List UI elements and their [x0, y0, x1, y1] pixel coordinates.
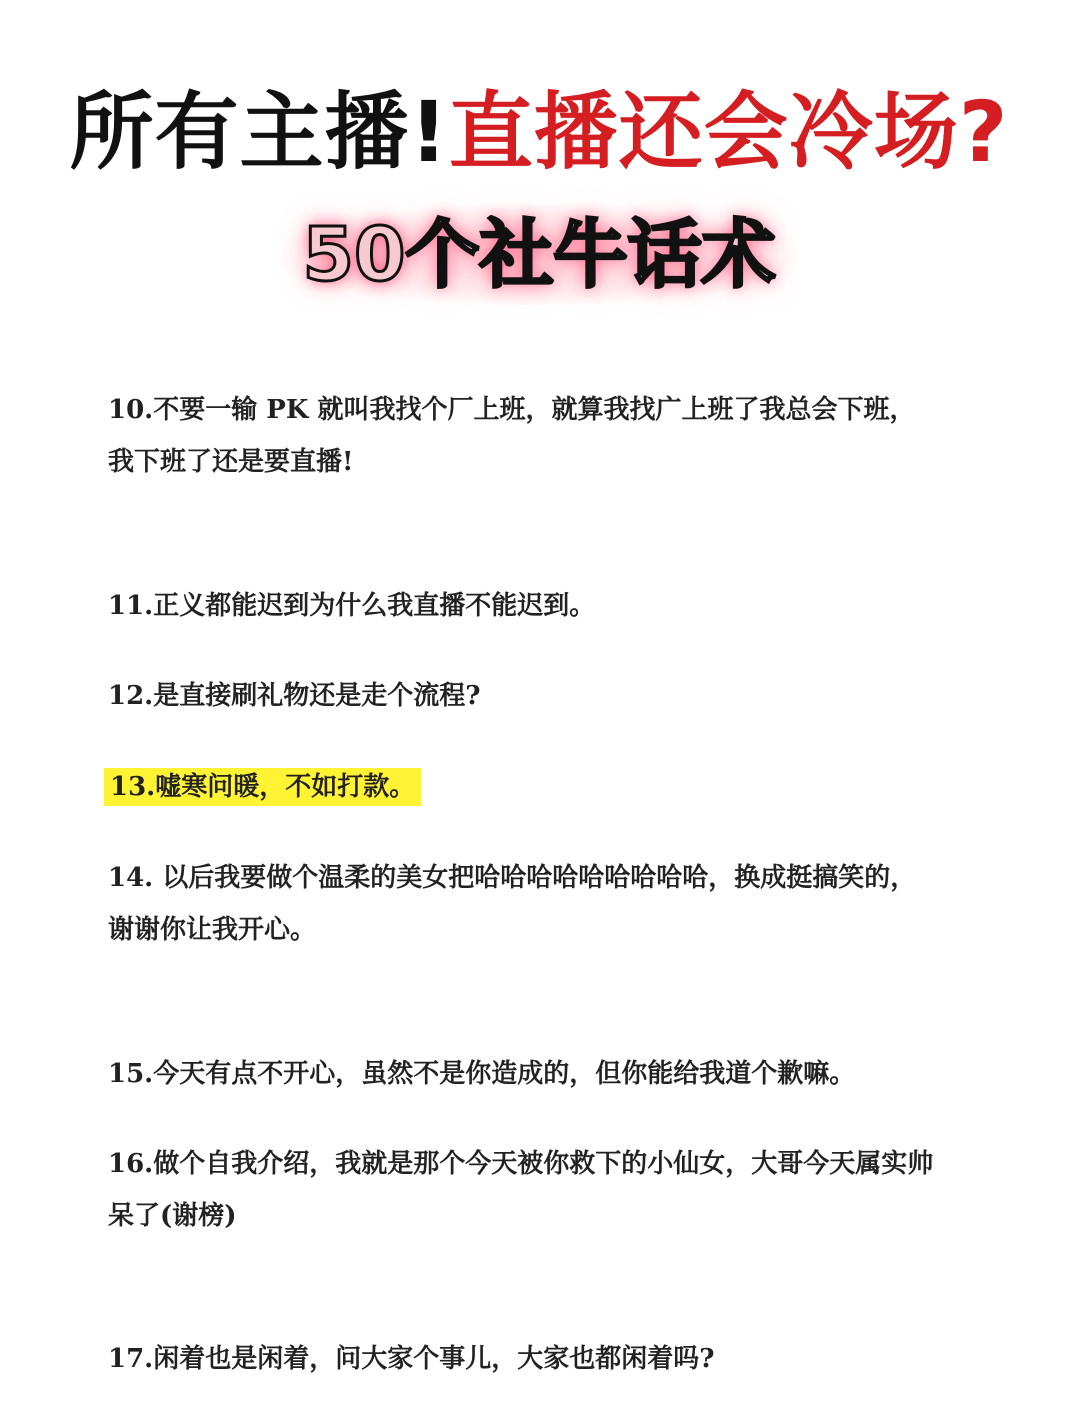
list-item-16: 16.做个自我介绍，我就是那个今天被你救下的小仙女，大哥今天属实帅呆了(谢榜) — [108, 1149, 934, 1231]
list-item-10: 10.不要一输 PK 就叫我找个厂上班，就算我找广上班了我总会下班，我下班了还是要直播! — [108, 395, 916, 477]
title-black-part: 所有主播! — [69, 83, 449, 181]
list-item-15: 15.今天有点不开心，虽然不是你造成的，但你能给我道个歉嘛。 — [108, 1059, 856, 1089]
page-title — [0, 82, 1078, 182]
list-item-13 — [108, 761, 938, 813]
highlighted-text: 13.嘘寒问暖，不如打款。 — [104, 768, 421, 806]
list-item-17: 17.闲着也是闲着，问大家个事儿，大家也都闲着吗? — [108, 1344, 715, 1374]
subtitle-wrap — [0, 205, 1078, 305]
list-item-14: 14. 以后我要做个温柔的美女把哈哈哈哈哈哈哈哈哈，换成挺搞笑的，谢谢你让我开心。 — [108, 863, 917, 945]
list-item-12: 12.是直接刷礼物还是走个流程? — [108, 681, 481, 711]
list-item-11: 11.正义都能迟到为什么我直播不能迟到。 — [108, 591, 596, 621]
subtitle: 50个社牛话术 — [281, 205, 798, 305]
title-red-part: 直播还会冷场? — [448, 83, 1009, 181]
